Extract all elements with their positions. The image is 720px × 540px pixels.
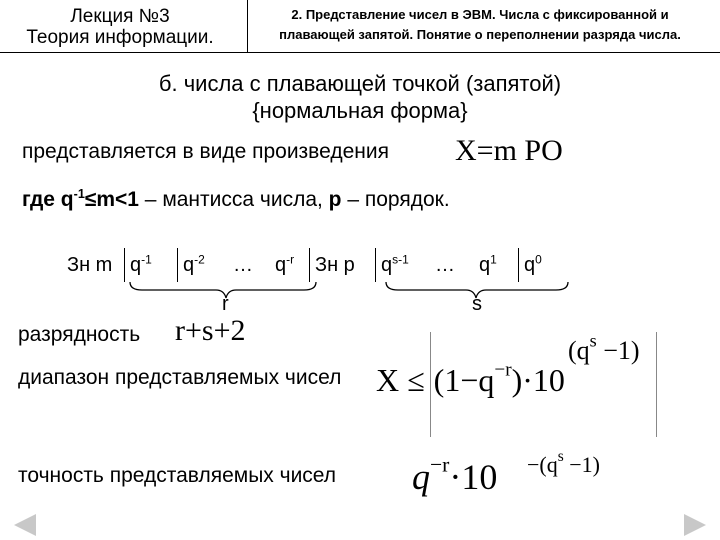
- range-paren-close: )·10: [511, 362, 565, 398]
- range-exp-neg-r: −r: [494, 359, 512, 381]
- range-lhs: X ≤: [376, 362, 425, 398]
- header-divider-vertical: [247, 0, 248, 52]
- precision-formula: [412, 452, 498, 498]
- slide-title: [0, 70, 720, 124]
- precision-label: точность представляемых чисел: [18, 464, 337, 487]
- range-formula: [376, 358, 565, 400]
- cell-q-s-minus-1: $q^{s-1}$: [381, 252, 409, 276]
- topic-line-2: плавающей запятой. Понятие о переполнении разряда числа.: [279, 27, 681, 42]
- cell-sign-p: Зн p: [310, 248, 376, 282]
- precision-exp-neg-r: −r: [430, 452, 450, 477]
- cell-q-0: $q^0$: [524, 252, 542, 276]
- topic-header: [250, 5, 710, 45]
- mantissa-exp: -1: [73, 187, 85, 201]
- range-bar-right: [656, 332, 657, 437]
- mantissa-prefix: где q: [22, 188, 74, 211]
- bit-layout-table: [62, 248, 563, 282]
- range-paren-open: (1−q: [433, 362, 495, 398]
- mantissa-text: – мантисса числа,: [138, 188, 329, 211]
- cell-q-minus-r: $q^{-r}$: [270, 248, 310, 282]
- mantissa-definition: [22, 188, 450, 212]
- precision-exponent: $-(q^s -1)$: [527, 448, 600, 477]
- precision-ten: ·10: [449, 457, 498, 497]
- header-divider-horizontal: [0, 52, 720, 53]
- triangle-left-icon[interactable]: [14, 514, 36, 536]
- order-symbol: p: [328, 188, 342, 211]
- product-label: представляется в виде произведения: [22, 140, 389, 163]
- product-formula: X=m PO: [455, 134, 563, 167]
- cell-q-minus-2: $q^{-2}$: [183, 252, 205, 276]
- cell-sign-m: Зн m: [62, 248, 125, 282]
- mantissa-range: ≤m<1: [84, 188, 139, 211]
- slide-title-line-1: б. числа с плавающей точкой (запятой): [158, 71, 562, 96]
- range-outer-exponent: $(q^s -1)$: [568, 330, 640, 365]
- course-name: Теория информации.: [26, 27, 214, 48]
- precision-q: q: [412, 457, 430, 497]
- bitdepth-formula: r+s+2: [175, 314, 246, 347]
- cell-q-minus-1: $q^{-1}$: [125, 248, 178, 282]
- slide-title-line-2: {нормальная форма}: [252, 98, 468, 123]
- braces-svg: [0, 280, 720, 300]
- lecture-number: Лекция №3: [70, 6, 170, 27]
- triangle-right-icon[interactable]: [684, 514, 706, 536]
- cell-ellipsis-2: …: [435, 254, 455, 276]
- lecture-header: [0, 6, 240, 48]
- order-text: – порядок.: [341, 188, 450, 211]
- cell-q-1: $q^1$: [474, 248, 519, 282]
- bitdepth-label: разрядность: [18, 323, 141, 346]
- topic-line-1: 2. Представление чисел в ЭВМ. Числа с фиксированной и: [291, 7, 669, 22]
- range-label: диапазон представляемых чисел: [18, 366, 342, 389]
- brace-r-label: r: [222, 293, 229, 315]
- cell-ellipsis-1: …: [233, 254, 253, 276]
- brace-s-label: s: [472, 293, 482, 315]
